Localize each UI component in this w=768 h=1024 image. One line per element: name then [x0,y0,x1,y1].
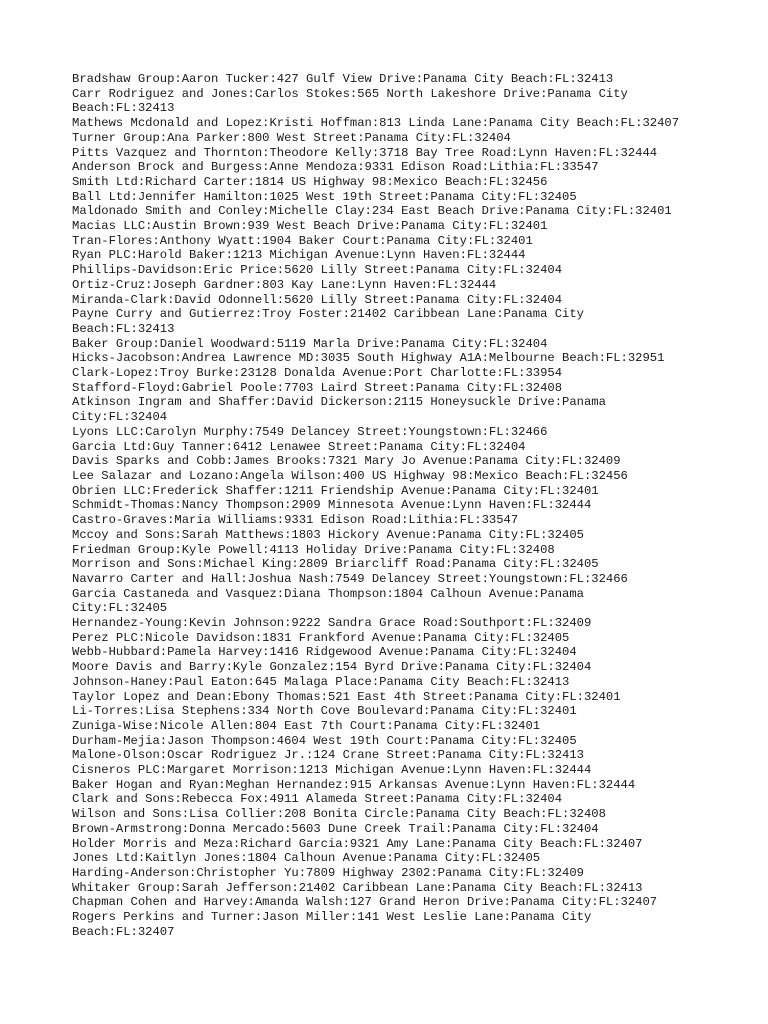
record-line: Whitaker Group:Sarah Jefferson:21402 Caribbean Lane:Panama City Beach:FL:32413 [72,880,643,895]
record-line: Durham-Mejia:Jason Thompson:4604 West 19th Court:Panama City:FL:32405 [72,733,577,748]
record-line: Baker Hogan and Ryan:Meghan Hernandez:915 Arkansas Avenue:Lynn Haven:FL:32444 [72,777,636,792]
record-line: Garcia Castaneda and Vasquez:Diana Thompson:1804 Calhoun Avenue:Panama City:FL:32405 [72,586,584,616]
record-line: Webb-Hubbard:Pamela Harvey:1416 Ridgewood Avenue:Panama City:FL:32404 [72,645,577,660]
record-line: Macias LLC:Austin Brown:939 West Beach Drive:Panama City:FL:32401 [72,219,548,234]
record-line: Ryan PLC:Harold Baker:1213 Michigan Avenue:Lynn Haven:FL:32444 [72,248,526,263]
record-line: Friedman Group:Kyle Powell:4113 Holiday Drive:Panama City:FL:32408 [72,542,555,557]
record-line: Tran-Flores:Anthony Wyatt:1904 Baker Court:Panama City:FL:32401 [72,233,533,248]
record-line: Smith Ltd:Richard Carter:1814 US Highway 98:Mexico Beach:FL:32456 [72,174,548,189]
record-line: Stafford-Floyd:Gabriel Poole:7703 Laird Street:Panama City:FL:32408 [72,380,563,395]
record-line: Pitts Vazquez and Thornton:Theodore Kelly:3718 Bay Tree Road:Lynn Haven:FL:32444 [72,145,658,160]
record-line: Turner Group:Ana Parker:800 West Street:Panama City:FL:32404 [72,130,511,145]
record-line: Navarro Carter and Hall:Joshua Nash:7549 Delancey Street:Youngstown:FL:32466 [72,571,628,586]
record-line: Malone-Olson:Oscar Rodriguez Jr.:124 Crane Street:Panama City:FL:32413 [72,748,584,763]
record-line: Moore Davis and Barry:Kyle Gonzalez:154 Byrd Drive:Panama City:FL:32404 [72,660,592,675]
record-line: Ball Ltd:Jennifer Hamilton:1025 West 19th Street:Panama City:FL:32405 [72,189,577,204]
record-line: Phillips-Davidson:Eric Price:5620 Lilly Street:Panama City:FL:32404 [72,263,563,278]
record-line: Cisneros PLC:Margaret Morrison:1213 Michigan Avenue:Lynn Haven:FL:32444 [72,763,592,778]
record-line: Taylor Lopez and Dean:Ebony Thomas:521 East 4th Street:Panama City:FL:32401 [72,689,621,704]
record-line: Wilson and Sons:Lisa Collier:208 Bonita Circle:Panama City Beach:FL:32408 [72,807,606,822]
record-line: Garcia Ltd:Guy Tanner:6412 Lenawee Street:Panama City:FL:32404 [72,439,526,454]
record-line: Clark-Lopez:Troy Burke:23128 Donalda Avenue:Port Charlotte:FL:33954 [72,366,563,381]
record-line: Harding-Anderson:Christopher Yu:7809 Highway 2302:Panama City:FL:32409 [72,865,584,880]
record-line: Obrien LLC:Frederick Shaffer:1211 Friendship Avenue:Panama City:FL:32401 [72,483,599,498]
record-line: Rogers Perkins and Turner:Jason Miller:141 West Leslie Lane:Panama City Beach:FL:32407 [72,910,592,939]
record-line: Johnson-Haney:Paul Eaton:645 Malaga Place:Panama City Beach:FL:32413 [72,674,570,689]
record-line: Bradshaw Group:Aaron Tucker:427 Gulf View Drive:Panama City Beach:FL:32413 [72,72,614,86]
record-line: Ortiz-Cruz:Joseph Gardner:803 Kay Lane:Lynn Haven:FL:32444 [72,277,497,292]
document-page [72,72,712,939]
record-line: Lee Salazar and Lozano:Angela Wilson:400 US Highway 98:Mexico Beach:FL:32456 [72,468,628,483]
record-line: Li-Torres:Lisa Stephens:334 North Cove Boulevard:Panama City:FL:32401 [72,704,577,719]
record-line: Maldonado Smith and Conley:Michelle Clay:234 East Beach Drive:Panama City:FL:32401 [72,204,672,219]
record-line: Atkinson Ingram and Shaffer:David Dickerson:2115 Honeysuckle Drive:Panama City:FL:32404 [72,395,606,425]
record-line: Clark and Sons:Rebecca Fox:4911 Alameda Street:Panama City:FL:32404 [72,792,563,807]
record-line: Lyons LLC:Carolyn Murphy:7549 Delancey Street:Youngstown:FL:32466 [72,424,548,439]
record-line: Zuniga-Wise:Nicole Allen:804 East 7th Court:Panama City:FL:32401 [72,718,541,733]
record-line: Baker Group:Daniel Woodward:5119 Marla Drive:Panama City:FL:32404 [72,336,548,351]
record-line: Perez PLC:Nicole Davidson:1831 Frankford Avenue:Panama City:FL:32405 [72,630,570,645]
record-line: Chapman Cohen and Harvey:Amanda Walsh:127 Grand Heron Drive:Panama City:FL:32407 [72,895,658,910]
record-line: Mccoy and Sons:Sarah Matthews:1803 Hickory Avenue:Panama City:FL:32405 [72,527,584,542]
record-line: Mathews Mcdonald and Lopez:Kristi Hoffman:813 Linda Lane:Panama City Beach:FL:32407 [72,116,680,131]
record-line: Carr Rodriguez and Jones:Carlos Stokes:565 North Lakeshore Drive:Panama City Beach:FL:32413 [72,86,628,116]
record-line: Holder Morris and Meza:Richard Garcia:9321 Amy Lane:Panama City Beach:FL:32407 [72,836,643,851]
record-line: Morrison and Sons:Michael King:2809 Briarcliff Road:Panama City:FL:32405 [72,557,599,572]
record-line: Anderson Brock and Burgess:Anne Mendoza:9331 Edison Road:Lithia:FL:33547 [72,160,599,175]
record-line: Davis Sparks and Cobb:James Brooks:7321 Mary Jo Avenue:Panama City:FL:32409 [72,454,621,469]
record-line: Castro-Graves:Maria Williams:9331 Edison Road:Lithia:FL:33547 [72,513,519,528]
record-line: Miranda-Clark:David Odonnell:5620 Lilly Street:Panama City:FL:32404 [72,292,563,307]
record-line: Jones Ltd:Kaitlyn Jones:1804 Calhoun Avenue:Panama City:FL:32405 [72,851,541,866]
record-line: Schmidt-Thomas:Nancy Thompson:2909 Minnesota Avenue:Lynn Haven:FL:32444 [72,498,592,513]
record-line: Hernandez-Young:Kevin Johnson:9222 Sandra Grace Road:Southport:FL:32409 [72,616,592,631]
record-line: Brown-Armstrong:Donna Mercado:5603 Dune Creek Trail:Panama City:FL:32404 [72,821,599,836]
record-line: Payne Curry and Gutierrez:Troy Foster:21402 Caribbean Lane:Panama City Beach:FL:32413 [72,307,584,336]
record-line: Hicks-Jacobson:Andrea Lawrence MD:3035 South Highway A1A:Melbourne Beach:FL:32951 [72,351,665,366]
